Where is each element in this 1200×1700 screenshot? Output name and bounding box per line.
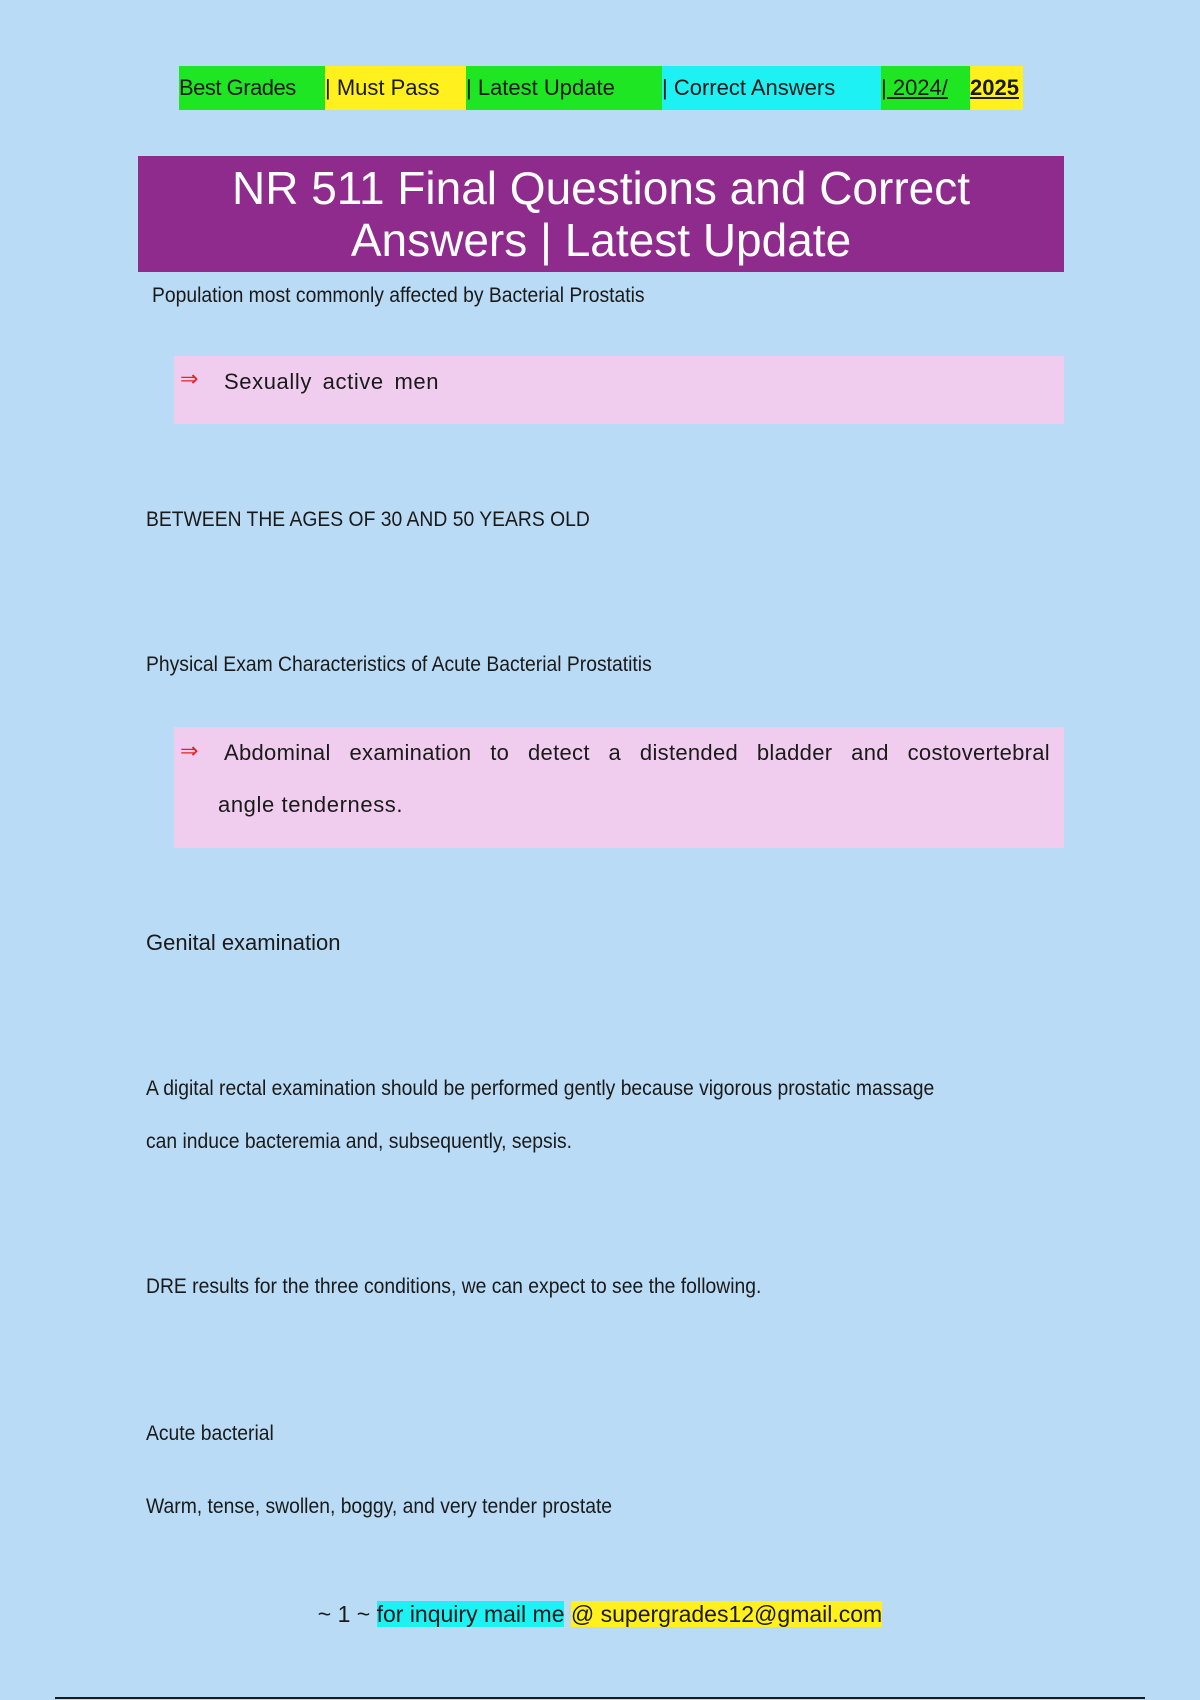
document-title-text: NR 511 Final Questions and Correct Answers | Latest Update <box>231 162 971 266</box>
banner-latest-update: | Latest Update <box>466 66 662 110</box>
page-number: ~ 1 ~ <box>317 1601 371 1627</box>
banner-year-end: 2025 <box>970 66 1023 110</box>
question-population: Population most commonly affected by Bacterial Prostatis <box>152 284 645 307</box>
header-banner <box>179 66 1023 110</box>
answer-box-2 <box>174 727 1064 848</box>
answer-abdominal-exam-line2: angle tenderness. <box>218 792 404 817</box>
footer-inquiry-label: for inquiry mail me <box>376 1601 565 1627</box>
answer-sexually-active-men: Sexually active men <box>224 369 440 394</box>
arrow-icon: ⇒ <box>180 738 199 763</box>
genital-exam-text: Genital examination <box>146 930 341 955</box>
acute-bacterial-findings: Warm, tense, swollen, boggy, and very tender prostate <box>146 1495 613 1518</box>
page-footer <box>0 1598 1200 1630</box>
banner-correct-answers: | Correct Answers <box>662 66 881 110</box>
acute-bacterial-heading: Acute bacterial <box>146 1422 274 1445</box>
banner-best-grades: Best Grades <box>179 66 325 110</box>
dre-paragraph-line2: can induce bacteremia and, subsequently, sepsis. <box>146 1130 573 1153</box>
dre-results-text: DRE results for the three conditions, we can expect to see the following. <box>146 1275 762 1298</box>
banner-year-start: | 2024/ <box>881 66 970 110</box>
banner-must-pass: | Must Pass <box>325 66 466 110</box>
answer-abdominal-exam-line1: Abdominal examination to detect a distended bladder and costovertebral <box>224 740 1050 765</box>
footer-email[interactable]: @ supergrades12@gmail.com <box>570 1601 883 1627</box>
document-title <box>138 156 1064 272</box>
arrow-icon: ⇒ <box>180 366 199 391</box>
age-range-text: BETWEEN THE AGES OF 30 AND 50 YEARS OLD <box>146 508 590 531</box>
question-physical-exam: Physical Exam Characteristics of Acute Bacterial Prostatitis <box>146 653 652 676</box>
footer-rule <box>55 1697 1145 1699</box>
answer-box-1 <box>174 356 1064 424</box>
dre-paragraph-line1: A digital rectal examination should be performed gently because vigorous prostatic massage <box>146 1077 935 1100</box>
